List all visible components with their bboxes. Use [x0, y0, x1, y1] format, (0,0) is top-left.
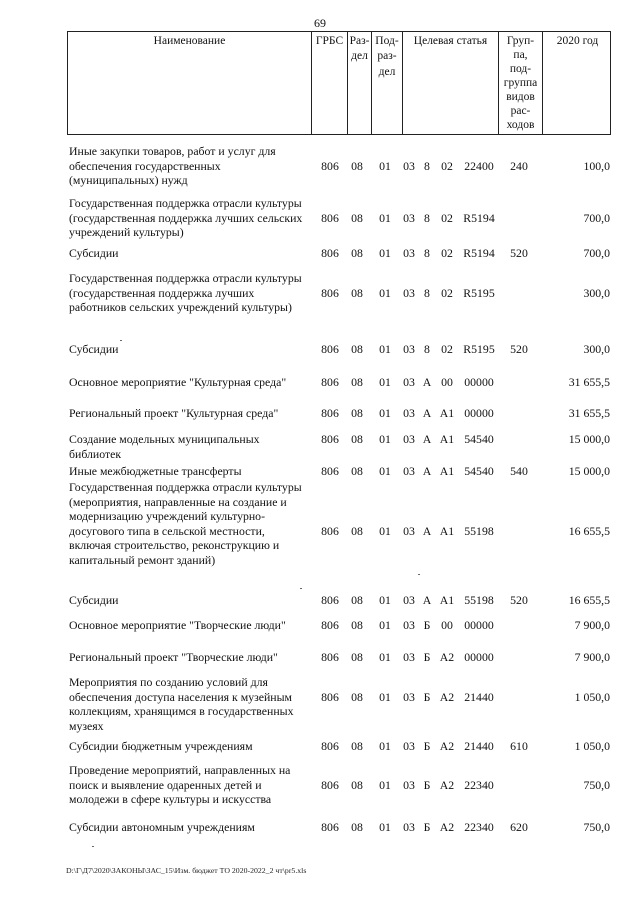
amount-2020: 7 900,0: [574, 618, 610, 632]
amount-2020: 700,0: [583, 246, 610, 260]
program-code-cell: 03: [403, 820, 415, 834]
page-number: 69: [314, 16, 326, 30]
program-code-cell: 03: [403, 210, 415, 225]
subprogram-code-cell: 8: [424, 285, 430, 300]
subprogram-code-cell: А: [422, 523, 432, 538]
expense-type-cell: 620: [510, 820, 528, 834]
grbs-cell: 806: [321, 820, 339, 834]
header-expense-type: Груп- па, под- группа видов рас- ходов: [499, 32, 543, 134]
subprogram-code-cell: А: [422, 432, 432, 446]
program-code-cell: 03: [403, 618, 415, 632]
item-name: Основное мероприятие "Творческие люди": [69, 618, 286, 632]
program-code-cell: 03: [403, 689, 415, 704]
grbs-cell: 806: [321, 777, 339, 792]
grbs-cell: 806: [321, 246, 339, 260]
header-podrazdel: Под- раз- дел: [372, 32, 403, 134]
program-code-cell: 03: [403, 342, 415, 356]
razdel-cell: 08: [351, 777, 363, 792]
amount-2020: 1 050,0: [574, 739, 610, 753]
item-name: Мероприятия по созданию условий для обеспечения доступа населения к музейным коллекциям, хранящимся в государственных музеях: [69, 675, 294, 733]
event-code-cell: А2: [439, 689, 455, 704]
expense-type-cell: 520: [510, 342, 528, 356]
amount-2020: 750,0: [583, 777, 610, 792]
podrazdel-cell: 01: [379, 406, 391, 420]
subprogram-code-cell: 8: [424, 158, 430, 173]
program-code-cell: 03: [403, 406, 415, 420]
podrazdel-cell: 01: [379, 618, 391, 632]
podrazdel-cell: 01: [379, 158, 391, 173]
event-code-cell: А1: [439, 523, 455, 538]
event-code-cell: 02: [441, 210, 453, 225]
program-code-cell: 03: [403, 285, 415, 300]
grbs-cell: 806: [321, 342, 339, 356]
grbs-cell: 806: [321, 406, 339, 420]
razdel-cell: 08: [351, 618, 363, 632]
grbs-cell: 806: [321, 739, 339, 753]
item-name: Субсидии: [69, 342, 119, 356]
direction-code-cell: 55198: [464, 593, 494, 607]
grbs-cell: 806: [321, 375, 339, 389]
direction-code-cell: R5195: [463, 342, 495, 356]
event-code-cell: А2: [439, 820, 455, 834]
direction-code-cell: 22400: [464, 158, 494, 173]
grbs-cell: 806: [321, 650, 339, 664]
amount-2020: 31 655,5: [568, 375, 610, 389]
event-code-cell: 02: [441, 342, 453, 356]
item-name: Региональный проект "Культурная среда": [69, 406, 279, 420]
subprogram-code-cell: А: [422, 464, 432, 478]
item-name: Субсидии бюджетным учреждениям: [69, 739, 253, 753]
program-code-cell: 03: [403, 523, 415, 538]
subprogram-code-cell: Б: [423, 618, 431, 632]
subprogram-code-cell: Б: [423, 650, 431, 664]
podrazdel-cell: 01: [379, 342, 391, 356]
event-code-cell: А2: [439, 739, 455, 753]
subprogram-code-cell: Б: [423, 820, 431, 834]
scan-speck: [300, 588, 302, 589]
header-grbs: ГРБС: [312, 32, 348, 134]
direction-code-cell: 55198: [464, 523, 494, 538]
razdel-cell: 08: [351, 210, 363, 225]
scan-speck: [92, 846, 94, 847]
program-code-cell: 03: [403, 158, 415, 173]
program-code-cell: 03: [403, 246, 415, 260]
podrazdel-cell: 01: [379, 593, 391, 607]
program-code-cell: 03: [403, 650, 415, 664]
podrazdel-cell: 01: [379, 210, 391, 225]
amount-2020: 100,0: [583, 158, 610, 173]
razdel-cell: 08: [351, 342, 363, 356]
direction-code-cell: 00000: [464, 406, 494, 420]
event-code-cell: 02: [441, 158, 453, 173]
direction-code-cell: 00000: [464, 618, 494, 632]
item-name: Основное мероприятие "Культурная среда": [69, 375, 287, 389]
subprogram-code-cell: А: [422, 406, 432, 420]
event-code-cell: А1: [439, 406, 455, 420]
razdel-cell: 08: [351, 523, 363, 538]
razdel-cell: 08: [351, 406, 363, 420]
razdel-cell: 08: [351, 285, 363, 300]
razdel-cell: 08: [351, 739, 363, 753]
amount-2020: 300,0: [583, 342, 610, 356]
amount-2020: 700,0: [583, 210, 610, 225]
program-code-cell: 03: [403, 375, 415, 389]
razdel-cell: 08: [351, 375, 363, 389]
razdel-cell: 08: [351, 158, 363, 173]
subprogram-code-cell: 8: [424, 342, 430, 356]
subprogram-code-cell: А: [422, 593, 432, 607]
podrazdel-cell: 01: [379, 820, 391, 834]
program-code-cell: 03: [403, 739, 415, 753]
event-code-cell: А1: [439, 464, 455, 478]
scan-speck: [418, 574, 420, 575]
podrazdel-cell: 01: [379, 689, 391, 704]
podrazdel-cell: 01: [379, 375, 391, 389]
podrazdel-cell: 01: [379, 432, 391, 446]
subprogram-code-cell: Б: [423, 777, 431, 792]
amount-2020: 16 655,5: [568, 593, 610, 607]
subprogram-code-cell: Б: [423, 739, 431, 753]
header-razdel: Раз- дел: [348, 32, 372, 134]
direction-code-cell: 22340: [464, 820, 494, 834]
event-code-cell: 00: [441, 618, 453, 632]
event-code-cell: А1: [439, 432, 455, 446]
item-name: Государственная поддержка отрасли культуры (государственная поддержка лучших работников сельских учреждений культуры): [69, 271, 302, 314]
direction-code-cell: 22340: [464, 777, 494, 792]
podrazdel-cell: 01: [379, 464, 391, 478]
podrazdel-cell: 01: [379, 523, 391, 538]
item-name: Субсидии: [69, 593, 119, 607]
program-code-cell: 03: [403, 432, 415, 446]
amount-2020: 7 900,0: [574, 650, 610, 664]
header-year-2020: 2020 год: [556, 35, 599, 47]
grbs-cell: 806: [321, 689, 339, 704]
grbs-cell: 806: [321, 210, 339, 225]
grbs-cell: 806: [321, 593, 339, 607]
direction-code-cell: 00000: [464, 650, 494, 664]
podrazdel-cell: 01: [379, 285, 391, 300]
table-header: [67, 31, 611, 135]
file-path: D:\Г\Д7\2020\ЗАКОНЫ\ЗАС_15\Изм. бюджет ТО 2020-2022_2 чт\pr5.xls: [66, 866, 307, 875]
event-code-cell: 02: [441, 285, 453, 300]
item-name: Иные закупки товаров, работ и услуг для обеспечения государственных (муниципальных) нужд: [69, 144, 276, 187]
direction-code-cell: 54540: [464, 432, 494, 446]
program-code-cell: 03: [403, 593, 415, 607]
amount-2020: 300,0: [583, 285, 610, 300]
direction-code-cell: 21440: [464, 739, 494, 753]
item-name: Проведение мероприятий, направленных на поиск и выявление одаренных детей и молодежи в сфере культуры и искусства: [69, 763, 291, 806]
amount-2020: 15 000,0: [568, 432, 610, 446]
subprogram-code-cell: 8: [424, 246, 430, 260]
direction-code-cell: R5194: [463, 210, 495, 225]
expense-type-cell: 540: [510, 464, 528, 478]
subprogram-code-cell: 8: [424, 210, 430, 225]
item-name: Субсидии: [69, 246, 119, 260]
razdel-cell: 08: [351, 464, 363, 478]
program-code-cell: 03: [403, 777, 415, 792]
amount-2020: 1 050,0: [574, 689, 610, 704]
amount-2020: 750,0: [583, 820, 610, 834]
header-target-article: Целевая статья: [403, 32, 499, 134]
grbs-cell: 806: [321, 285, 339, 300]
program-code-cell: 03: [403, 464, 415, 478]
item-name: Субсидии автономным учреждениям: [69, 820, 255, 834]
grbs-cell: 806: [321, 158, 339, 173]
event-code-cell: А2: [439, 650, 455, 664]
amount-2020: 16 655,5: [568, 523, 610, 538]
direction-code-cell: 00000: [464, 375, 494, 389]
direction-code-cell: R5194: [463, 246, 495, 260]
podrazdel-cell: 01: [379, 650, 391, 664]
subprogram-code-cell: А: [422, 375, 432, 389]
header-name: Наименование: [68, 32, 312, 134]
amount-2020: 15 000,0: [568, 464, 610, 478]
scan-speck: [120, 340, 122, 341]
item-name: Иные межбюджетные трансферты: [69, 464, 242, 478]
expense-type-cell: 240: [510, 158, 528, 173]
event-code-cell: 00: [441, 375, 453, 389]
item-name: Создание модельных муниципальных библиотек: [69, 432, 260, 461]
event-code-cell: А1: [439, 593, 455, 607]
grbs-cell: 806: [321, 523, 339, 538]
item-name: Государственная поддержка отрасли культуры (мероприятия, направленные на создание и модернизацию учреждений культурно-досугового типа в сельской местности, включая строительство, реконструкцию и капитальный ремонт зданий): [69, 480, 302, 567]
razdel-cell: 08: [351, 246, 363, 260]
direction-code-cell: 21440: [464, 689, 494, 704]
subprogram-code-cell: Б: [423, 689, 431, 704]
item-name: Региональный проект "Творческие люди": [69, 650, 278, 664]
direction-code-cell: 54540: [464, 464, 494, 478]
razdel-cell: 08: [351, 689, 363, 704]
expense-type-cell: 520: [510, 246, 528, 260]
razdel-cell: 08: [351, 650, 363, 664]
razdel-cell: 08: [351, 593, 363, 607]
direction-code-cell: R5195: [463, 285, 495, 300]
grbs-cell: 806: [321, 432, 339, 446]
podrazdel-cell: 01: [379, 777, 391, 792]
item-name: Государственная поддержка отрасли культуры (государственная поддержка лучших сельских учреждений культуры): [69, 196, 303, 239]
event-code-cell: 02: [441, 246, 453, 260]
expense-type-cell: 610: [510, 739, 528, 753]
event-code-cell: А2: [439, 777, 455, 792]
expense-type-cell: 520: [510, 593, 528, 607]
razdel-cell: 08: [351, 820, 363, 834]
grbs-cell: 806: [321, 464, 339, 478]
podrazdel-cell: 01: [379, 739, 391, 753]
podrazdel-cell: 01: [379, 246, 391, 260]
razdel-cell: 08: [351, 432, 363, 446]
grbs-cell: 806: [321, 618, 339, 632]
amount-2020: 31 655,5: [568, 406, 610, 420]
